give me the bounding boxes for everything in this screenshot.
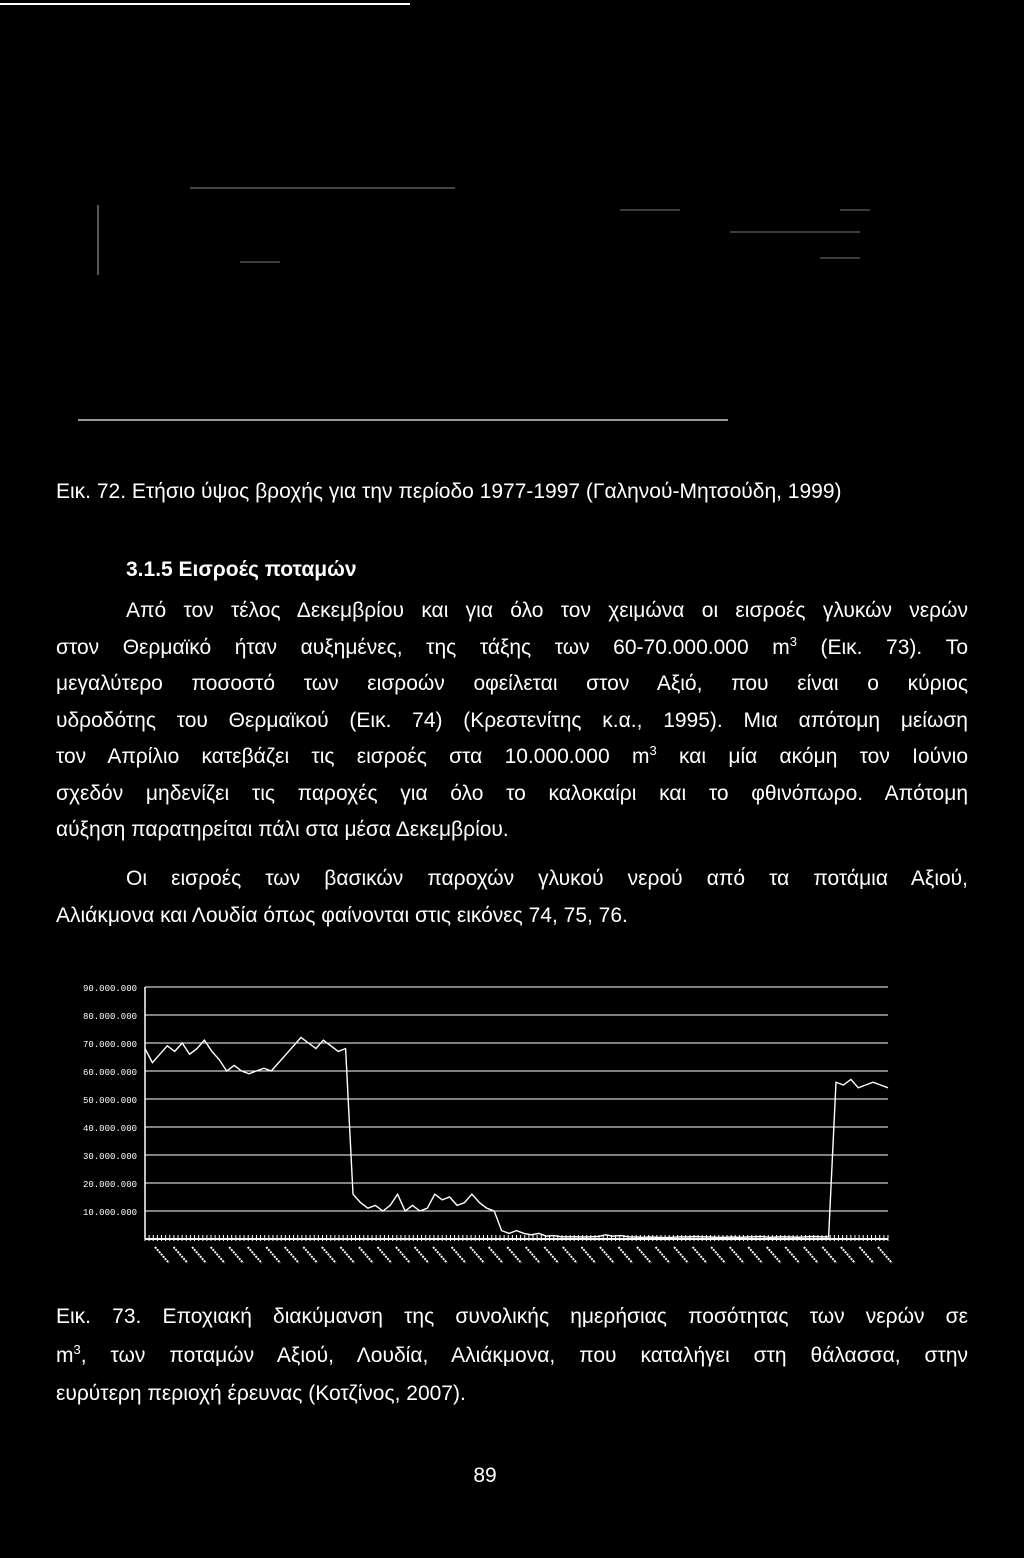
x-tick-mark bbox=[711, 1247, 725, 1263]
text-run: και μία ακόμη τον Ιούνιο bbox=[656, 745, 968, 768]
x-tick-mark bbox=[322, 1247, 336, 1263]
y-tick-label: 20.000.000 bbox=[82, 1180, 137, 1190]
paragraph-line: σχεδόν μηδενίζει τις παροχές για όλο το καλοκαίρι και το φθινόπωρο. Απότομη bbox=[56, 781, 968, 805]
x-tick-mark bbox=[340, 1247, 354, 1263]
x-tick-mark bbox=[489, 1247, 503, 1263]
x-tick-mark bbox=[674, 1247, 688, 1263]
x-tick-mark bbox=[859, 1247, 873, 1263]
caption-line bbox=[56, 1337, 968, 1376]
x-tick-mark bbox=[563, 1247, 577, 1263]
x-tick-mark bbox=[211, 1247, 225, 1263]
text-run: (Εικ. 73). Το bbox=[796, 635, 968, 659]
x-tick-mark bbox=[878, 1247, 892, 1263]
x-tick-mark bbox=[192, 1247, 206, 1263]
text-run: m bbox=[56, 1343, 74, 1367]
figure-72-caption: Εικ. 72. Ετήσιο ύψος βροχής για την περίοδο 1977-1997 (Γαληνού-Μητσούδη, 1999) bbox=[56, 480, 842, 503]
caption-line: ευρύτερη περιοχή έρευνας (Κοτζίνος, 2007). bbox=[56, 1382, 466, 1405]
x-tick-mark bbox=[526, 1247, 540, 1263]
x-tick-mark bbox=[470, 1247, 484, 1263]
superscript: 3 bbox=[649, 743, 657, 758]
y-tick-label: 60.000.000 bbox=[82, 1068, 137, 1078]
x-tick-mark bbox=[415, 1247, 429, 1263]
x-tick-mark bbox=[767, 1247, 781, 1263]
x-tick-mark bbox=[266, 1247, 280, 1263]
y-tick-label: 40.000.000 bbox=[82, 1124, 137, 1134]
x-tick-mark bbox=[229, 1247, 243, 1263]
x-tick-mark bbox=[693, 1247, 707, 1263]
paragraph-line: Οι εισροές των βασικών παροχών γλυκού νερού από τα ποτάμια Αξιού, bbox=[126, 867, 968, 890]
x-tick-mark bbox=[174, 1247, 188, 1263]
x-tick-mark bbox=[507, 1247, 521, 1263]
paragraph-line bbox=[56, 739, 968, 776]
y-tick-label: 80.000.000 bbox=[82, 1012, 137, 1022]
y-tick-label: 70.000.000 bbox=[82, 1040, 137, 1050]
x-tick-mark bbox=[637, 1247, 651, 1263]
y-tick-label: 50.000.000 bbox=[82, 1096, 137, 1106]
y-tick-label: 30.000.000 bbox=[82, 1152, 137, 1162]
x-tick-mark bbox=[285, 1247, 299, 1263]
text-run: τον Απρίλιο κατεβάζει τις εισροές στα 10.000.000 m bbox=[56, 745, 650, 768]
x-tick-mark bbox=[618, 1247, 632, 1263]
x-tick-mark bbox=[433, 1247, 447, 1263]
x-tick-mark bbox=[303, 1247, 317, 1263]
page-number: 89 bbox=[473, 1464, 497, 1487]
x-tick-mark bbox=[730, 1247, 744, 1263]
paragraph-line: υδροδότης του Θερμαϊκού (Εικ. 74) (Κρεστενίτης κ.α., 1995). Μια απότομη μείωση bbox=[56, 708, 968, 732]
x-tick-mark bbox=[544, 1247, 558, 1263]
x-tick-mark bbox=[359, 1247, 373, 1263]
paragraph-line: αύξηση παρατηρείται πάλι στα μέσα Δεκεμβρίου. bbox=[56, 818, 509, 841]
series-line bbox=[145, 1037, 888, 1237]
x-tick-mark bbox=[841, 1247, 855, 1263]
x-tick-mark bbox=[748, 1247, 762, 1263]
text-run: στον Θερμαϊκό ήταν αυξημένες, της τάξης των 60-70.000.000 m bbox=[56, 635, 790, 659]
superscript: 3 bbox=[789, 633, 797, 649]
figure-72-remnant bbox=[0, 0, 1024, 440]
y-tick-label: 90.000.000 bbox=[82, 984, 137, 994]
paragraph-2 bbox=[56, 861, 968, 934]
figure-73-chart bbox=[0, 965, 1024, 1295]
paragraph-line: Αλιάκμονα και Λουδία όπως φαίνονται στις εικόνες 74, 75, 76. bbox=[56, 903, 628, 927]
paragraph-line: μεγαλύτερο ποσοστό των εισροών οφείλεται στον Αξιό, που είναι ο κύριος bbox=[56, 672, 968, 695]
x-tick-mark bbox=[581, 1247, 595, 1263]
x-tick-mark bbox=[656, 1247, 670, 1263]
caption-line: Εικ. 73. Εποχιακή διακύμανση της συνολικής ημερήσιας ποσότητας των νερών σε bbox=[56, 1305, 968, 1328]
paragraph-line: Από τον τέλος Δεκεμβρίου και για όλο τον χειμώνα οι εισροές γλυκών νερών bbox=[126, 599, 968, 622]
x-tick-mark bbox=[822, 1247, 836, 1263]
x-tick-mark bbox=[248, 1247, 262, 1263]
section-heading: 3.1.5 Εισροές ποταμών bbox=[126, 558, 357, 581]
x-tick-mark bbox=[785, 1247, 799, 1263]
x-tick-mark bbox=[155, 1247, 169, 1263]
paragraph-line bbox=[56, 630, 968, 667]
x-tick-mark bbox=[600, 1247, 614, 1263]
superscript: 3 bbox=[73, 1341, 81, 1357]
x-tick-mark bbox=[377, 1247, 391, 1263]
paragraph-1 bbox=[56, 593, 968, 849]
y-tick-label: 10.000.000 bbox=[82, 1208, 137, 1218]
text-run: , των ποταμών Αξιού, Λουδία, Αλιάκμονα, που καταλήγει στη θάλασσα, στην bbox=[80, 1343, 968, 1367]
figure-73-caption bbox=[56, 1298, 968, 1414]
x-tick-mark bbox=[396, 1247, 410, 1263]
x-tick-mark bbox=[804, 1247, 818, 1263]
x-tick-mark bbox=[452, 1247, 466, 1263]
